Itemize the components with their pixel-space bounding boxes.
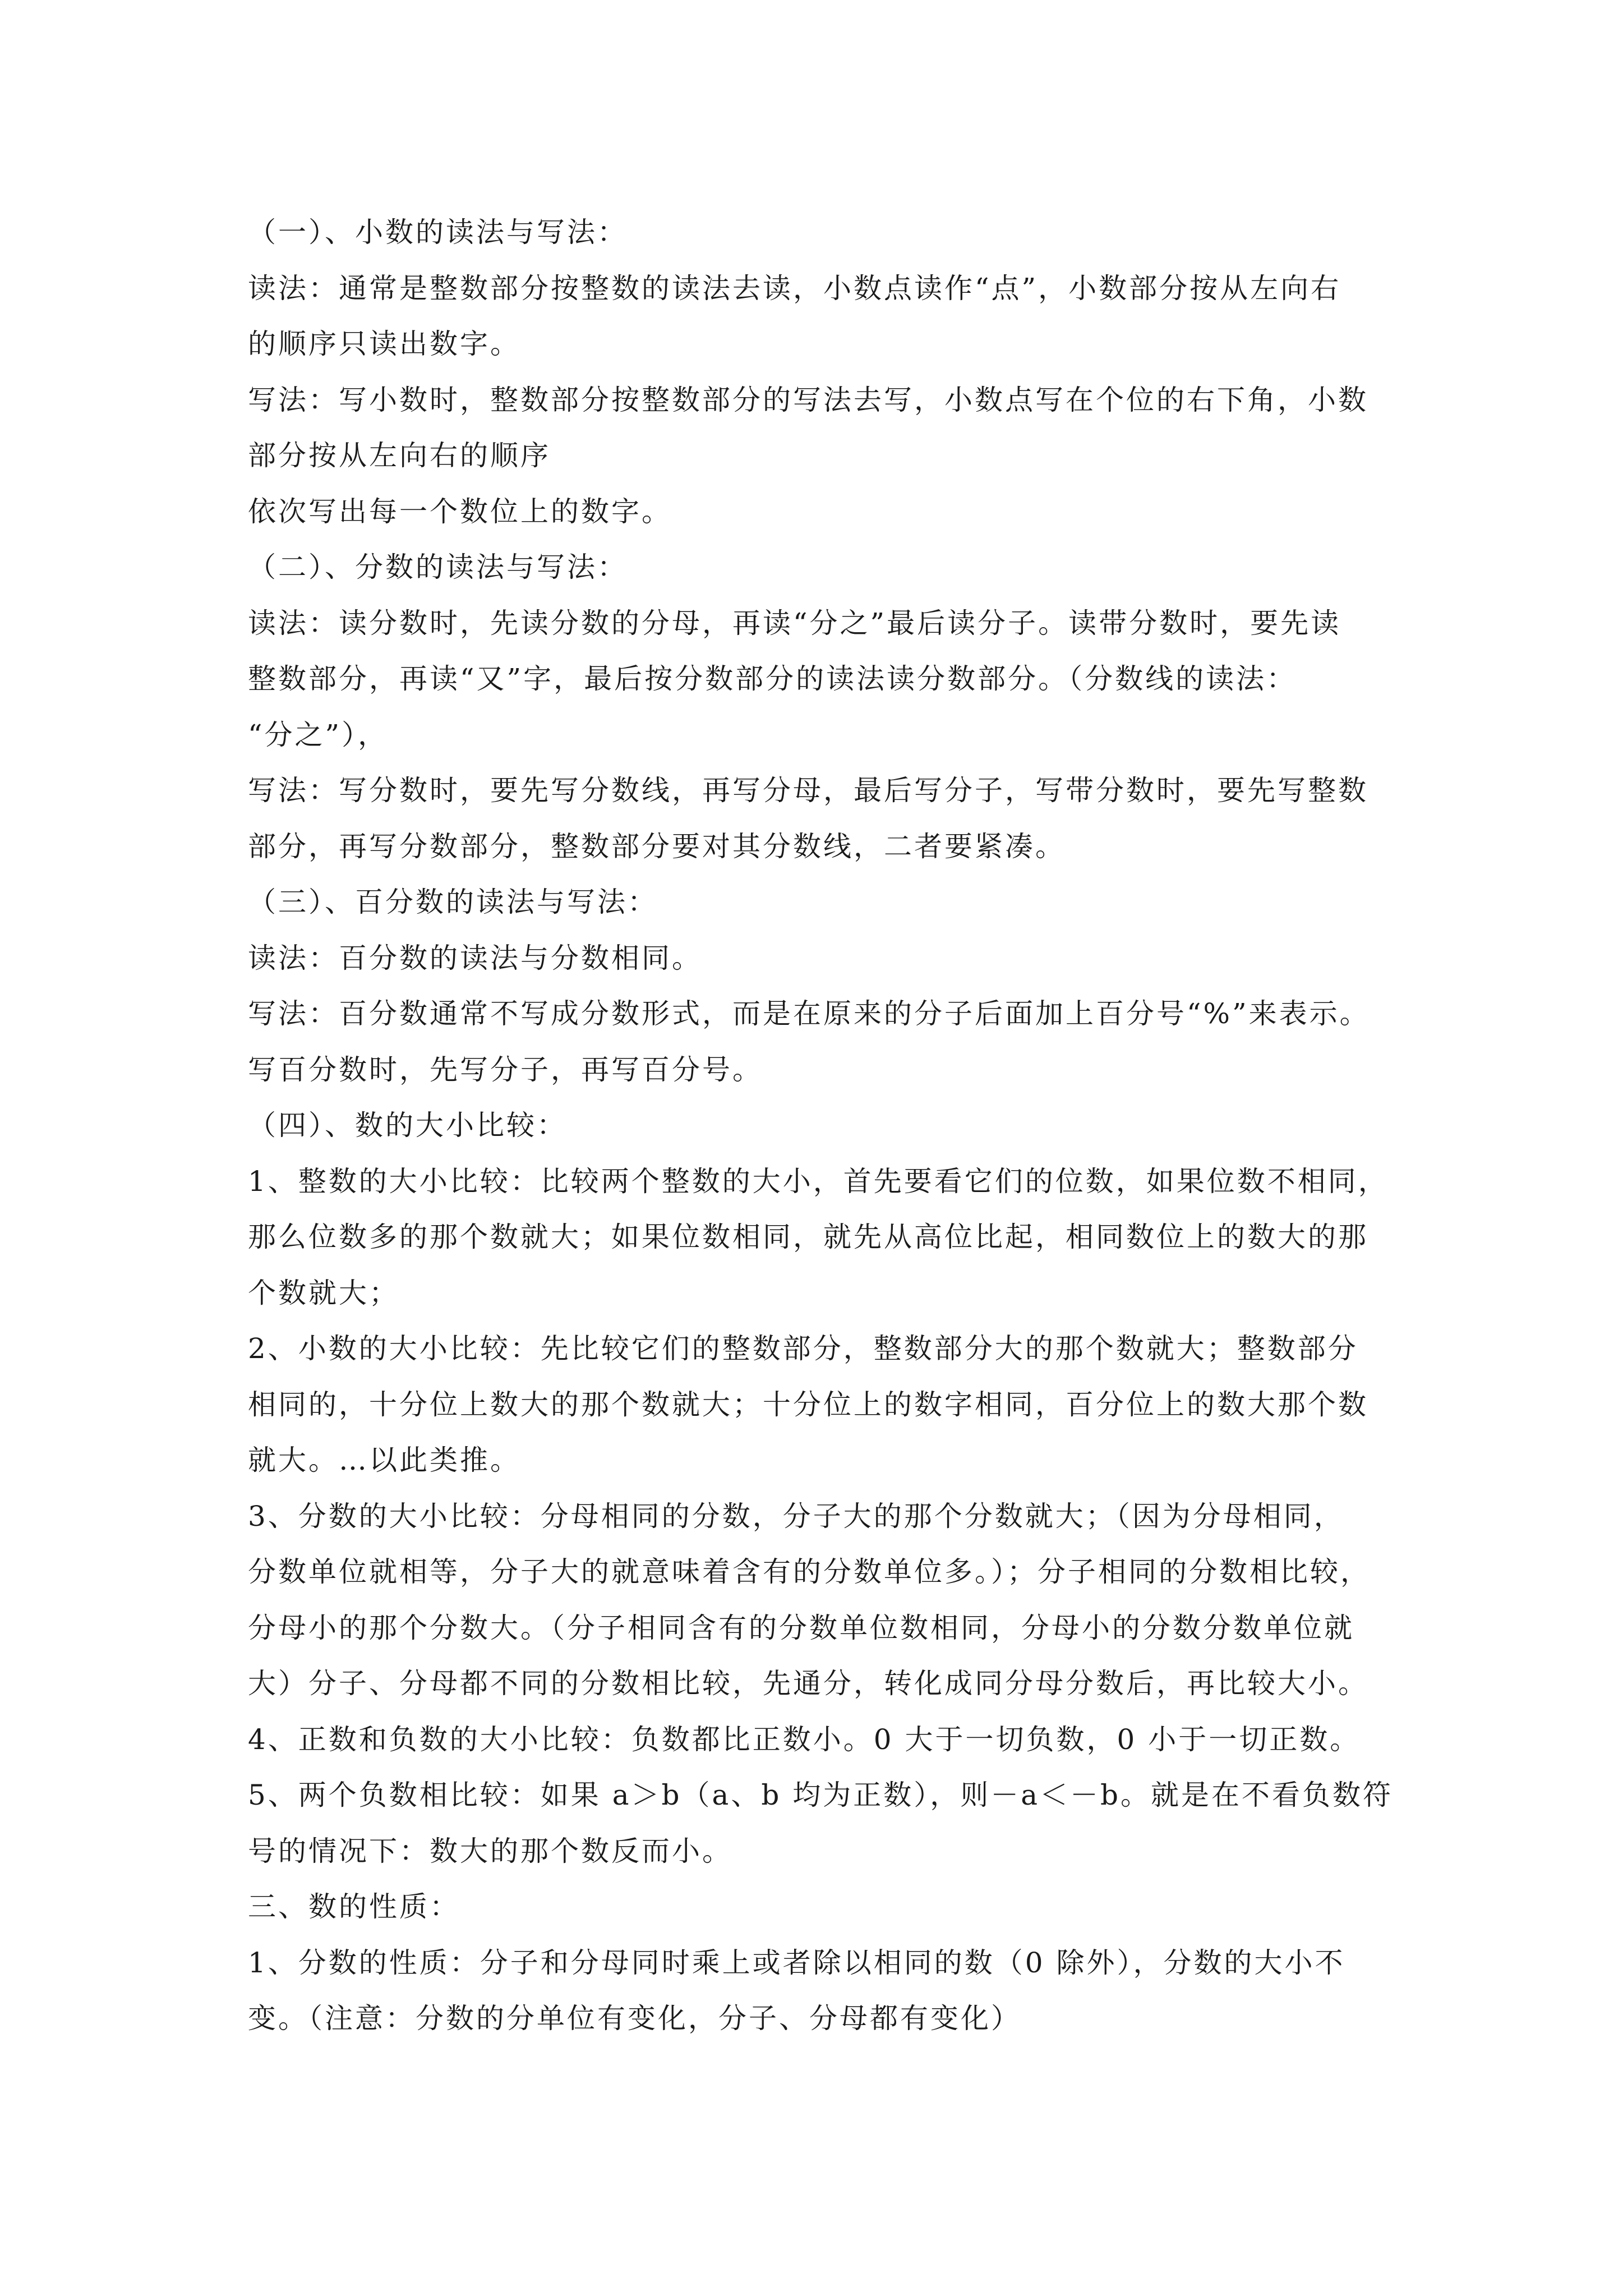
paragraph-line: 2、小数的大小比较：先比较它们的整数部分，整数部分大的那个数就大；整数部分 — [248, 1332, 1358, 1365]
paragraph-line: 读法：读分数时，先读分数的分母，再读“分之”最后读分子。读带分数时，要先读 — [248, 606, 1341, 639]
paragraph-line: “分之”）， — [248, 718, 389, 751]
paragraph-line: 部分按从左向右的顺序 — [248, 439, 551, 472]
paragraph-line: 5、两个负数相比较：如果 a＞b（a、b 均为正数），则－a＜－b。就是在不看负数符 — [248, 1779, 1394, 1811]
paragraph-line: 依次写出每一个数位上的数字。 — [248, 495, 672, 528]
section-heading-fraction-read-write: （二）、分数的读法与写法： — [248, 551, 628, 583]
paragraph-line: 1、整数的大小比较：比较两个整数的大小，首先要看它们的位数，如果位数不相同， — [248, 1165, 1389, 1198]
section-heading-decimal-read-write: （一）、小数的读法与写法： — [248, 216, 628, 249]
paragraph-line: 就大。…以此类推。 — [248, 1444, 520, 1476]
paragraph-line: 读法：通常是整数部分按整数的读法去读，小数点读作“点”，小数部分按从左向右 — [248, 272, 1341, 305]
paragraph-line: 部分，再写分数部分，整数部分要对其分数线，二者要紧凑。 — [248, 830, 1066, 863]
document-body — [248, 205, 1394, 2047]
paragraph-line: 写百分数时，先写分子，再写百分号。 — [248, 1053, 763, 1086]
paragraph-line: 写法：写分数时，要先写分数线，再写分母，最后写分子，写带分数时，要先写整数 — [248, 774, 1368, 807]
paragraph-line: 号的情况下：数大的那个数反而小。 — [248, 1834, 732, 1867]
paragraph-line: 3、分数的大小比较：分母相同的分数，分子大的那个分数就大；（因为分母相同， — [248, 1499, 1344, 1533]
paragraph-line: 4、正数和负数的大小比较：负数都比正数小。0 大于一切负数，0 小于一切正数。 — [248, 1723, 1361, 1756]
paragraph-line: 相同的，十分位上数大的那个数就大；十分位上的数字相同，百分位上的数大那个数 — [248, 1388, 1368, 1421]
section-heading-number-properties: 三、数的性质： — [248, 1890, 460, 1923]
paragraph-line: 大）分子、分母都不同的分数相比较，先通分，转化成同分母分数后，再比较大小。 — [248, 1667, 1368, 1700]
paragraph-line: 个数就大； — [248, 1276, 399, 1309]
paragraph-line: 写法：写小数时，整数部分按整数部分的写法去写，小数点写在个位的右下角，小数 — [248, 383, 1368, 416]
paragraph-line: 分母小的那个分数大。（分子相同含有的分数单位数相同，分母小的分数分数单位就 — [248, 1611, 1354, 1644]
paragraph-line: 那么位数多的那个数就大；如果位数相同，就先从高位比起，相同数位上的数大的那 — [248, 1221, 1368, 1253]
paragraph-line: 写法：百分数通常不写成分数形式，而是在原来的分子后面加上百分号“%”来表示。 — [248, 997, 1370, 1030]
paragraph-line: 分数单位就相等，分子大的就意味着含有的分数单位多。）；分子相同的分数相比较， — [248, 1556, 1371, 1588]
section-heading-percent-read-write: （三）、百分数的读法与写法： — [248, 886, 658, 918]
paragraph-line: 的顺序只读出数字。 — [248, 328, 520, 360]
section-heading-number-comparison: （四）、数的大小比较： — [248, 1109, 567, 1142]
paragraph-line: 读法：百分数的读法与分数相同。 — [248, 941, 702, 974]
paragraph-line: 整数部分，再读“又”字，最后按分数部分的读法读分数部分。（分数线的读法： — [248, 662, 1297, 695]
paragraph-line: 1、分数的性质：分子和分母同时乘上或者除以相同的数（0 除外），分数的大小不 — [248, 1946, 1345, 1979]
paragraph-line: 变。（注意：分数的分单位有变化，分子、分母都有变化） — [248, 2002, 1021, 2035]
